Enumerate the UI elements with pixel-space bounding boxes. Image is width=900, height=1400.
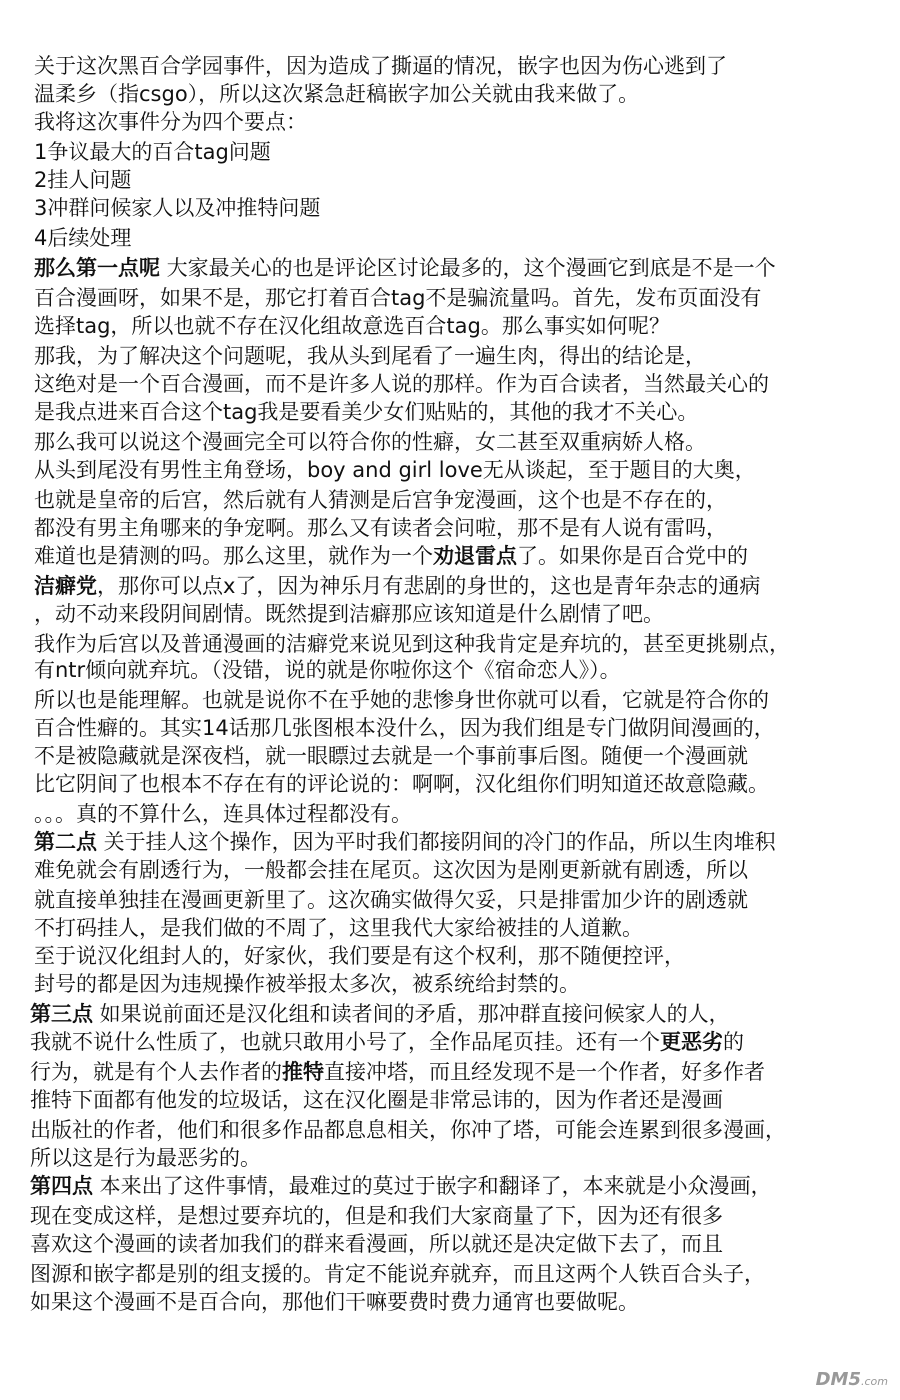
line-text: 百合漫画呀，如果不是，那它打着百合tag不是骗流量吗。首先，发布页面没有	[34, 286, 762, 310]
text-line	[34, 600, 664, 628]
text-line	[30, 1172, 772, 1200]
line-text: 封号的都是因为违规操作被举报太多次，被系统给封禁的。	[34, 972, 580, 996]
text-line	[34, 224, 131, 252]
text-line	[34, 800, 412, 828]
text-line	[34, 914, 643, 942]
text-line	[34, 52, 727, 80]
text-line	[30, 1230, 723, 1258]
line-text: 那我，为了解决这个问题呢，我从头到尾看了一遍生肉，得出的结论是，	[34, 344, 706, 368]
text-line	[34, 942, 685, 970]
text-line	[30, 1058, 765, 1086]
line-text: 喜欢这个漫画的读者加我们的群来看漫画，所以就还是决定做下去了，而且	[30, 1232, 723, 1256]
text-line	[34, 166, 131, 194]
text-line	[30, 1028, 744, 1056]
text-line	[30, 1086, 723, 1114]
line-text: 。。。真的不算什么，连具体过程都没有。	[34, 802, 412, 826]
line-text: 百合性癖的。其实14话那几张图根本没什么，因为我们组是专门做阴间漫画的，	[34, 716, 775, 740]
text-line	[34, 514, 727, 542]
text-line	[30, 1000, 730, 1028]
line-text: 都没有男主角哪来的争宠啊。那么又有读者会问啦，那不是有人说有雷吗，	[34, 516, 727, 540]
line-text: 关于挂人这个操作，因为平时我们都接阴间的冷门的作品，所以生肉堆积	[97, 830, 776, 854]
line-text: 推特下面都有他发的垃圾话，这在汉化圈是非常忌讳的，因为作者还是漫画	[30, 1088, 723, 1112]
line-text: ，那你可以点x了，因为神乐月有悲剧的身世的，这也是青年杂志的通病	[97, 574, 761, 598]
line-text: 我将这次事件分为四个要点：	[34, 110, 307, 134]
line-text: 1争议最大的百合tag问题	[34, 140, 271, 164]
line-text: 直接冲塔，而且经发现不是一个作者，好多作者	[324, 1060, 765, 1084]
emphasis-text: 更恶劣	[660, 1030, 723, 1054]
line-text: 如果这个漫画不是百合向，那他们干嘛要费时费力通宵也要做呢。	[30, 1290, 639, 1314]
text-line	[34, 714, 775, 742]
text-line	[34, 428, 706, 456]
text-line	[34, 80, 639, 108]
line-text: 至于说汉化组封人的，好家伙，我们要是有这个权利，那不随便控评，	[34, 944, 685, 968]
emphasis-text: 推特	[282, 1060, 324, 1084]
text-line	[30, 1260, 765, 1288]
text-line	[34, 856, 748, 884]
text-line	[30, 1116, 786, 1144]
line-text: 就直接单独挂在漫画更新里了。这次确实做得欠妥，只是排雷加少许的剧透就	[34, 888, 748, 912]
line-text: 有ntr倾向就弃坑。（没错，说的就是你啦你这个《宿命恋人》）。	[34, 658, 621, 682]
text-line	[34, 486, 727, 514]
text-line	[30, 1202, 723, 1230]
text-line	[34, 108, 307, 136]
line-text: 不是被隐藏就是深夜档，就一眼瞟过去就是一个事前事后图。随便一个漫画就	[34, 744, 748, 768]
emphasis-text: 劝退雷点	[433, 544, 517, 568]
line-text: 所以也是能理解。也就是说你不在乎她的悲惨身世你就可以看，它就是符合你的	[34, 688, 769, 712]
text-line	[34, 886, 748, 914]
text-line	[34, 572, 760, 600]
emphasis-text: 第四点	[30, 1174, 93, 1198]
line-text: 我作为后宫以及普通漫画的洁癖党来说见到这种我肯定是弃坑的，甚至更挑剔点，	[34, 632, 790, 656]
line-text: 大家最关心的也是评论区讨论最多的，这个漫画它到底是不是一个	[160, 256, 776, 280]
line-text: 如果说前面还是汉化组和读者间的矛盾，那冲群直接问候家人的人，	[93, 1002, 730, 1026]
line-text: 出版社的作者，他们和很多作品都息息相关，你冲了塔，可能会连累到很多漫画，	[30, 1118, 786, 1142]
text-line	[34, 656, 621, 684]
line-text: 是我点进来百合这个tag我是要看美少女们贴贴的，其他的我才不关心。	[34, 400, 699, 424]
text-line	[34, 138, 271, 166]
line-text: 行为，就是有个人去作者的	[30, 1060, 282, 1084]
line-text: ，动不动来段阴间剧情。既然提到洁癖那应该知道是什么剧情了吧。	[34, 602, 664, 626]
text-line	[34, 686, 769, 714]
line-text: 不打码挂人，是我们做的不周了，这里我代大家给被挂的人道歉。	[34, 916, 643, 940]
line-text: 所以这是行为最恶劣的。	[30, 1146, 261, 1170]
line-text: 选择tag，所以也就不存在汉化组故意选百合tag。那么事实如何呢？	[34, 314, 670, 338]
text-line	[34, 254, 776, 282]
line-text: 这绝对是一个百合漫画，而不是许多人说的那样。作为百合读者，当然最关心的	[34, 372, 769, 396]
emphasis-text: 第三点	[30, 1002, 93, 1026]
line-text: 的	[723, 1030, 744, 1054]
text-line	[30, 1144, 261, 1172]
line-text: 我就不说什么性质了，也就只敢用小号了，全作品尾页挂。还有一个	[30, 1030, 660, 1054]
text-line	[34, 284, 761, 312]
line-text: 从头到尾没有男性主角登场，boy and girl love无从谈起，至于题目的大奥，	[34, 458, 756, 482]
text-line	[34, 342, 706, 370]
line-text: 那么我可以说这个漫画完全可以符合你的性癖，女二甚至双重病娇人格。	[34, 430, 706, 454]
line-text: 也就是皇帝的后宫，然后就有人猜测是后宫争宠漫画，这个也是不存在的，	[34, 488, 727, 512]
emphasis-text: 那么第一点呢	[34, 256, 160, 280]
line-text: 本来出了这件事情，最难过的莫过于嵌字和翻译了，本来就是小众漫画，	[93, 1174, 772, 1198]
line-text: 了。如果你是百合党中的	[517, 544, 748, 568]
text-line	[34, 742, 748, 770]
line-text: 温柔乡（指csgo），所以这次紧急赶稿嵌字加公关就由我来做了。	[34, 82, 640, 106]
text-line	[30, 1288, 639, 1316]
emphasis-text: 第二点	[34, 830, 97, 854]
watermark-brand: DM5	[815, 1369, 861, 1390]
text-line	[34, 312, 670, 340]
text-line	[34, 970, 580, 998]
text-line	[34, 542, 748, 570]
text-line	[34, 398, 698, 426]
line-text: 2挂人问题	[34, 168, 132, 192]
line-text: 关于这次黑百合学园事件，因为造成了撕逼的情况，嵌字也因为伤心逃到了	[34, 54, 727, 78]
text-line	[34, 630, 790, 658]
line-text: 3冲群问候家人以及冲推特问题	[34, 196, 321, 220]
line-text: 4后续处理	[34, 226, 132, 250]
emphasis-text: 洁癖党	[34, 574, 97, 598]
line-text: 比它阴间了也根本不存在有的评论说的：啊啊，汉化组你们明知道还故意隐藏。	[34, 772, 769, 796]
dm5-watermark-logo	[816, 1369, 888, 1390]
text-line	[34, 828, 776, 856]
text-line	[34, 370, 769, 398]
line-text: 现在变成这样，是想过要弃坑的，但是和我们大家商量了下，因为还有很多	[30, 1204, 723, 1228]
line-text: 难免就会有剧透行为，一般都会挂在尾页。这次因为是刚更新就有剧透，所以	[34, 858, 748, 882]
text-line	[34, 770, 769, 798]
line-text: 图源和嵌字都是别的组支援的。肯定不能说弃就弃，而且这两个人铁百合头子，	[30, 1262, 765, 1286]
text-line	[34, 194, 320, 222]
text-line	[34, 456, 756, 484]
watermark-suffix: .com	[861, 1375, 888, 1388]
line-text: 难道也是猜测的吗。那么这里，就作为一个	[34, 544, 433, 568]
